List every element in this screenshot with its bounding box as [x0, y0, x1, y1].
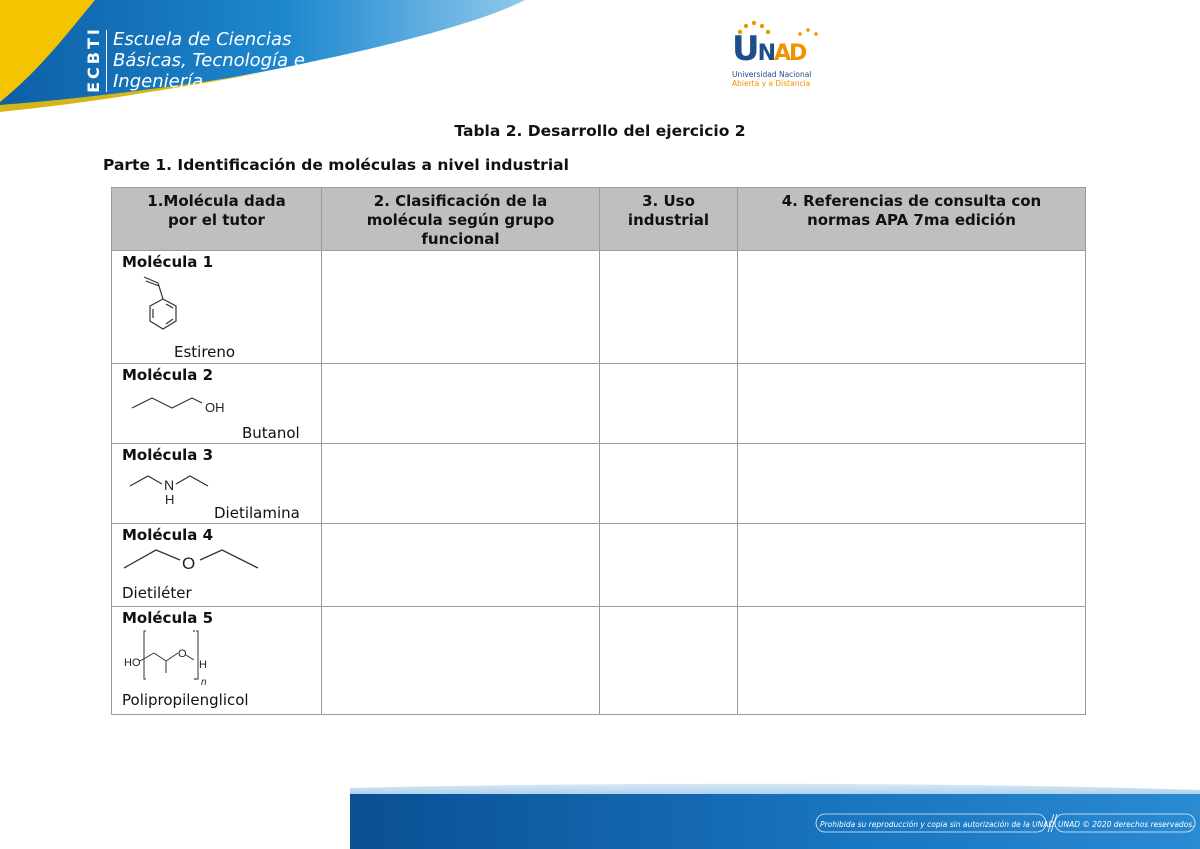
- use-cell[interactable]: [600, 444, 738, 524]
- oxygen-atom-label: O: [178, 648, 187, 660]
- butanol-structure-icon: [130, 388, 270, 428]
- classification-cell[interactable]: [322, 251, 600, 364]
- table-row: [112, 251, 1086, 364]
- column-header-classification: 2. Clasificación de la molécula según grupo funcional: [322, 188, 600, 251]
- table-header-row: [112, 188, 1086, 251]
- footer-notice: Prohibida su reproducción y copia sin autorización de la UNAD.: [820, 820, 1057, 829]
- references-cell[interactable]: [738, 444, 1086, 524]
- molecule-name: Dietiléter: [122, 584, 192, 602]
- school-line-1: Escuela de Ciencias: [113, 29, 292, 50]
- classification-cell[interactable]: [322, 444, 600, 524]
- use-cell[interactable]: [600, 524, 738, 607]
- unad-logo: [728, 20, 828, 90]
- header-banner: [0, 0, 848, 118]
- classification-cell[interactable]: [322, 607, 600, 715]
- school-name: [113, 29, 305, 92]
- molecule-name: Butanol: [242, 424, 300, 442]
- hydrogen-end-label: H: [199, 659, 207, 671]
- use-cell[interactable]: [600, 607, 738, 715]
- hydroxyl-end-label: HO: [124, 657, 141, 669]
- molecules-table: [111, 187, 1086, 715]
- diethyl-ether-structure-icon: [122, 544, 272, 578]
- molecule-label: Molécula 5: [122, 609, 214, 627]
- column-header-molecule: 1.Molécula dada por el tutor: [112, 188, 322, 251]
- use-cell[interactable]: [600, 251, 738, 364]
- classification-cell[interactable]: [322, 524, 600, 607]
- oxygen-atom-label: O: [182, 554, 196, 573]
- footer-banner: [350, 780, 1200, 849]
- molecule-cell: [112, 524, 322, 607]
- ecbti-logo: [82, 26, 104, 92]
- classification-cell[interactable]: [322, 364, 600, 444]
- references-cell[interactable]: [738, 524, 1086, 607]
- references-cell[interactable]: [738, 607, 1086, 715]
- molecule-label: Molécula 4: [122, 526, 214, 544]
- molecule-name: Estireno: [174, 343, 236, 361]
- column-header-references: 4. Referencias de consulta con normas APA 7ma edición: [738, 188, 1086, 251]
- ecbti-divider: [106, 30, 107, 92]
- molecule-cell: [112, 364, 322, 444]
- references-cell[interactable]: [738, 251, 1086, 364]
- school-line-3: Ingeniería: [113, 71, 204, 92]
- molecule-cell: [112, 251, 322, 364]
- repeat-n-label: n: [201, 677, 207, 688]
- references-cell[interactable]: [738, 364, 1086, 444]
- school-line-2: Básicas, Tecnología e: [113, 50, 305, 71]
- column-header-use: 3. Uso industrial: [600, 188, 738, 251]
- molecule-label: Molécula 1: [122, 253, 214, 271]
- unad-wordmark: UNAD: [732, 29, 806, 69]
- footer-graphic: [350, 780, 1200, 849]
- ecbti-text: ECBTI: [83, 25, 103, 93]
- table-row: [112, 607, 1086, 715]
- molecule-label: Molécula 3: [122, 446, 214, 464]
- table-row: [112, 364, 1086, 444]
- hydroxyl-atom-label: OH: [205, 400, 225, 415]
- molecule-name: Polipropilenglicol: [122, 691, 249, 709]
- molecule-cell: [112, 444, 322, 524]
- hydrogen-atom-label: H: [165, 492, 175, 507]
- polypropylene-glycol-structure-icon: [122, 627, 242, 691]
- use-cell[interactable]: [600, 364, 738, 444]
- table-row: [112, 444, 1086, 524]
- section-title: Parte 1. Identificación de moléculas a nivel industrial: [103, 156, 569, 174]
- diethylamine-structure-icon: [128, 466, 228, 510]
- molecule-name: Dietilamina: [214, 504, 300, 522]
- molecule-cell: [112, 607, 322, 715]
- nitrogen-atom-label: N: [164, 477, 175, 493]
- unad-subtitle: Universidad Nacional Abierta y a Distancia: [732, 70, 812, 88]
- footer-copyright: UNAD © 2020 derechos reservados.: [1058, 820, 1195, 829]
- document-title: Tabla 2. Desarrollo del ejercicio 2: [454, 122, 746, 140]
- table-row: [112, 524, 1086, 607]
- molecule-label: Molécula 2: [122, 366, 214, 384]
- styrene-structure-icon: [138, 273, 208, 343]
